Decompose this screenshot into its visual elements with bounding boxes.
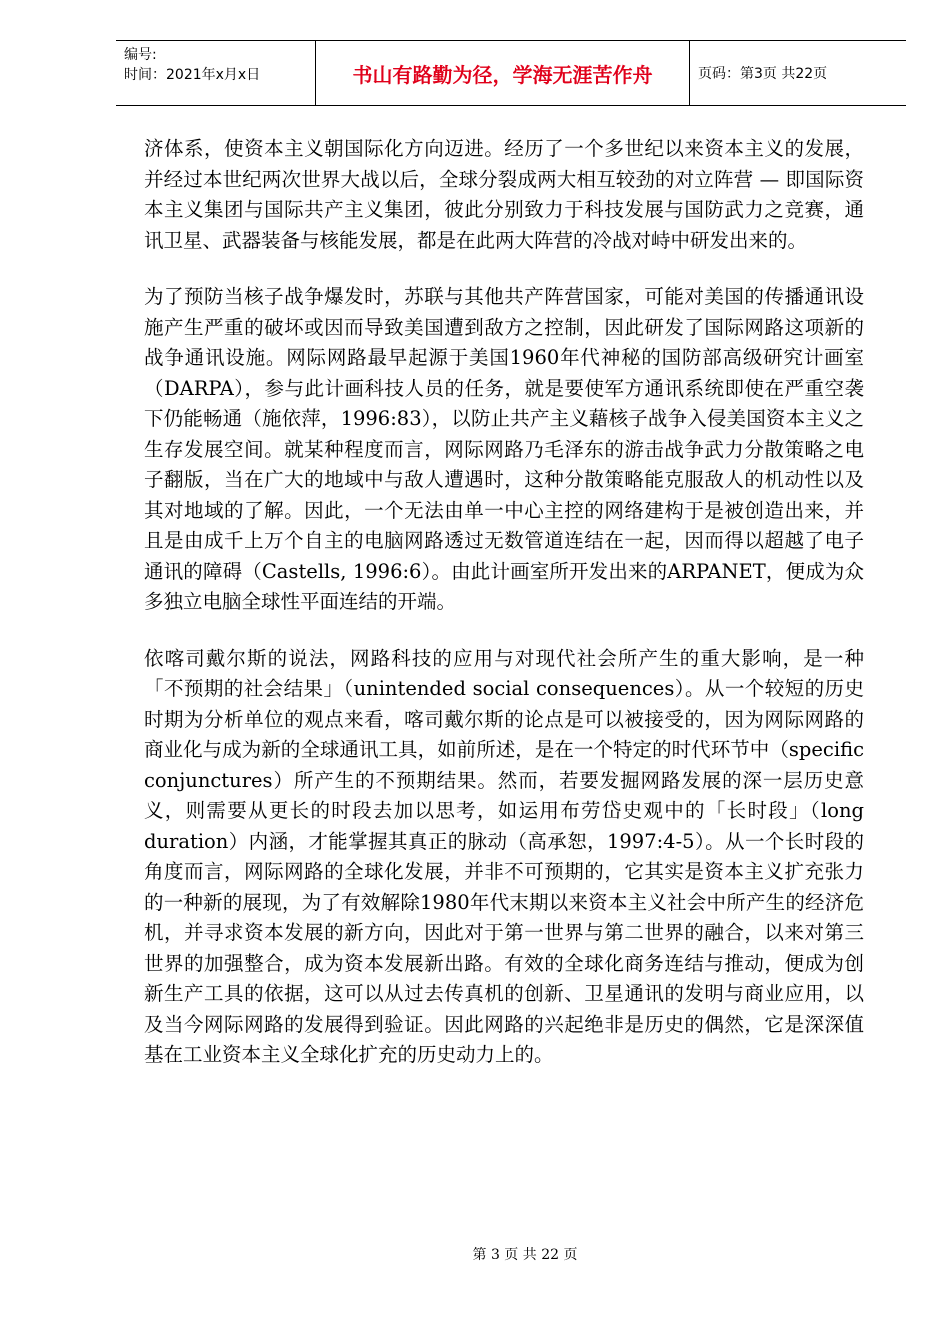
paragraph-3: 依喀司戴尔斯的说法，网路科技的应用与对现代社会所产生的重大影响，是一种「不预期的社会结果」（unintended social consequences）。从一个较短的历史时期为分析单位的观点来看，喀司戴尔斯的论点是可以被接受的，因为网际网路的商业化与成为新的全球通讯工具，如前所述，是在一个特定的时代环节中（specific conjunctures）所产生的不预期结果。然而，若要发掘网路发展的深一层历史意义，则需要从更长的时段去加以思考，如运用布劳岱史观中的「长时段」（long duration）内涵，才能掌握其真正的脉动（高承恕，1997:4-5）。从一个长时段的角度而言，网际网路的全球化发展，并非不可预期的，它其实是资本主义扩充张力的一种新的展现，为了有效解除1980年代末期以来资本主义社会中所产生的经济危机，并寻求资本发展的新方向，因此对于第一世界与第二世界的融合，以来对第三世界的加强整合，成为资本发展新出路。有效的全球化商务连结与推动，便成为创新生产工具的依据，这可以从过去传真机的创新、卫星通讯的发明与商业应用，以及当今网际网路的发展得到验证。因此网路的兴起绝非是历史的偶然，它是深深值基在工业资本主义全球化扩充的历史动力上的。 [144,646,864,1066]
header-meta [116,41,316,105]
time-label: 时间：2021年x月x日 [124,67,261,83]
document-body [144,134,864,1097]
header-page-info: 页码：第3页 共22页 [698,66,828,82]
header-motto: 书山有路勤为径，学海无涯苦作舟 [316,41,690,105]
number-label: 编号: [124,47,157,63]
paragraph-2: 为了预防当核子战争爆发时，苏联与其他共产阵营国家，可能对美国的传播通讯设施产生严重的破坏或因而导致美国遭到敌方之控制，因此研发了国际网路这项新的战争通讯设施。网际网路最早起源于美国1960年代神秘的国防部高级研究计画室（DARPA），参与此计画科技人员的任务，就是要使军方通讯系统即使在严重空袭下仍能畅通（施依萍，1996:83），以防止共产主义藉核子战争入侵美国资本主义之生存发展空间。就某种程度而言，网际网路乃毛泽东的游击战争武力分散策略之电子翻版，当在广大的地域中与敌人遭遇时，这种分散策略能克服敌人的机动性以及其对地域的了解。因此，一个无法由单一中心主控的网络建构于是被创造出来，并且是由成千上万个自主的电脑网路透过无数管道连结在一起，因而得以超越了电子通讯的障碍（Castells, 1996:6）。由此计画室所开发出来的ARPANET，便成为众多独立电脑全球性平面连结的开端。 [144,285,864,613]
page-footer: 第 3 页 共 22 页 [472,1247,578,1263]
paragraph-1: 济体系，使资本主义朝国际化方向迈进。经历了一个多世纪以来资本主义的发展，并经过本世纪两次世界大战以后，全球分裂成两大相互较劲的对立阵营 — 即国际资本主义集团与国际共产主义集团，彼此分别致力于科技发展与国防武力之竞赛，通讯卫星、武器装备与核能发展，都是在此两大阵营的冷战对峙中研发出来的。 [144,137,864,252]
page-header [116,40,906,106]
